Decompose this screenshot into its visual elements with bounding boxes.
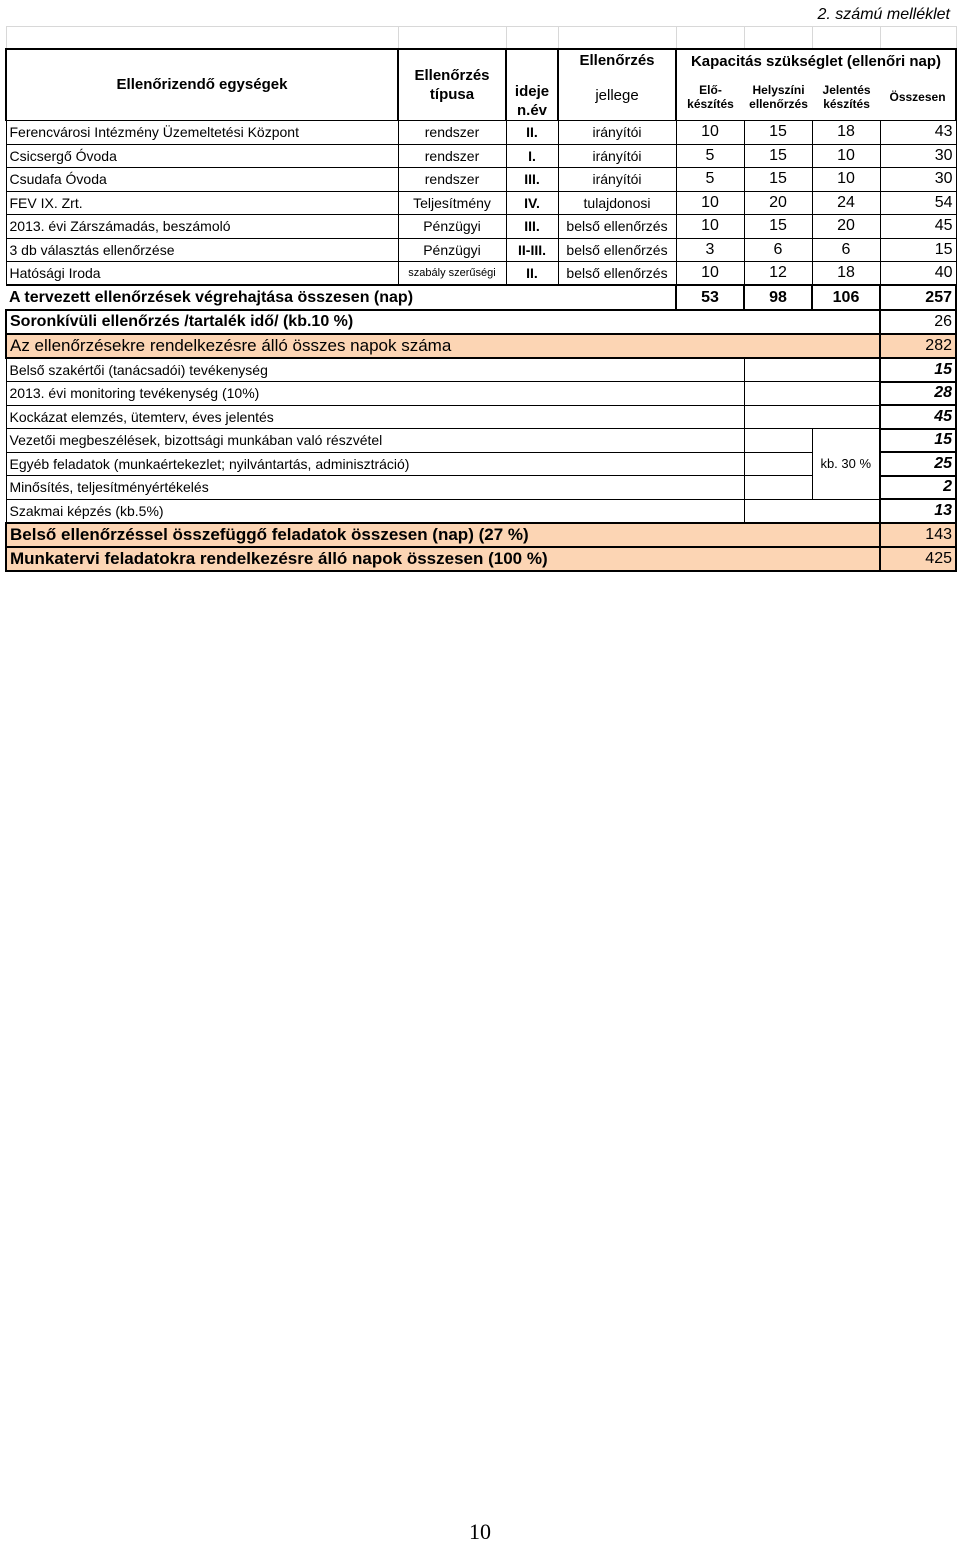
prep-cell: 5 xyxy=(676,168,744,192)
total-cell: 45 xyxy=(880,215,956,239)
nature-cell: belső ellenőrzés xyxy=(558,262,676,286)
period-cell: II. xyxy=(506,262,558,286)
internal-total-total: 143 xyxy=(880,523,956,547)
onsite-cell: 15 xyxy=(744,144,812,168)
report-cell: 10 xyxy=(812,144,880,168)
unit-cell: Csicsergő Óvoda xyxy=(6,144,398,168)
report-cell: 18 xyxy=(812,262,880,286)
planned-total-report: 106 xyxy=(812,285,880,310)
type-cell: rendszer xyxy=(398,168,506,192)
task-label: Belső szakértői (tanácsadói) tevékenység xyxy=(6,358,744,382)
unit-cell: 2013. évi Zárszámadás, beszámoló xyxy=(6,215,398,239)
task-label: Kockázat elemzés, ütemterv, éves jelentés xyxy=(6,405,744,429)
table-row xyxy=(6,121,956,145)
task-total: 45 xyxy=(880,405,956,429)
task-gap xyxy=(744,499,812,523)
period-cell: I. xyxy=(506,144,558,168)
task-total: 13 xyxy=(880,499,956,523)
report-cell: 24 xyxy=(812,191,880,215)
table-row xyxy=(6,168,956,192)
prep-cell: 10 xyxy=(676,121,744,145)
extra-label: Soronkívüli ellenőrzés /tartalék idő/ (kb.10 %) xyxy=(6,310,880,334)
prep-cell: 10 xyxy=(676,191,744,215)
task-row xyxy=(6,382,956,406)
task-row xyxy=(6,499,956,523)
task-row xyxy=(6,405,956,429)
type-cell: rendszer xyxy=(398,121,506,145)
type-cell: szabály szerűségi xyxy=(398,262,506,286)
prep-cell: 10 xyxy=(676,262,744,286)
header-prep: Elő-készítés xyxy=(687,82,734,111)
prep-cell: 10 xyxy=(676,215,744,239)
header-unit: Ellenőrizendő egységek xyxy=(6,49,398,121)
task-gap xyxy=(744,476,812,500)
header-total: Összesen xyxy=(889,89,946,104)
header-type: Ellenőrzés típusa xyxy=(398,49,506,121)
type-cell: Teljesítmény xyxy=(398,191,506,215)
period-cell: II-III. xyxy=(506,238,558,262)
task-total: 15 xyxy=(880,358,956,382)
unit-cell: FEV IX. Zrt. xyxy=(6,191,398,215)
period-cell: III. xyxy=(506,215,558,239)
header-row xyxy=(6,49,956,121)
period-cell: IV. xyxy=(506,191,558,215)
approx-label: kb. 30 % xyxy=(812,429,880,500)
task-spacer xyxy=(812,382,880,406)
total-cell: 15 xyxy=(880,238,956,262)
period-cell: III. xyxy=(506,168,558,192)
prep-cell: 5 xyxy=(676,144,744,168)
available-total: 282 xyxy=(880,334,956,358)
task-gap xyxy=(744,429,812,453)
report-cell: 20 xyxy=(812,215,880,239)
unit-cell: Csudafa Óvoda xyxy=(6,168,398,192)
onsite-cell: 15 xyxy=(744,215,812,239)
unit-cell: Hatósági Iroda xyxy=(6,262,398,286)
report-cell: 10 xyxy=(812,168,880,192)
total-cell: 43 xyxy=(880,121,956,145)
task-spacer xyxy=(812,405,880,429)
header-period: ideje n.év xyxy=(506,49,558,121)
header-report: Jelentés készítés xyxy=(822,82,871,111)
header-capacity xyxy=(676,49,956,121)
table-row xyxy=(6,215,956,239)
total-cell: 40 xyxy=(880,262,956,286)
header-nature xyxy=(558,49,676,121)
task-total: 28 xyxy=(880,382,956,406)
task-total: 15 xyxy=(880,429,956,453)
available-label: Az ellenőrzésekre rendelkezésre álló összes napok száma xyxy=(6,334,880,358)
header-spacer-row xyxy=(6,27,956,49)
total-cell: 30 xyxy=(880,168,956,192)
planned-total-prep: 53 xyxy=(676,285,744,310)
period-cell: II. xyxy=(506,121,558,145)
header-capacity-label: Kapacitás szükséglet (ellenőri nap) xyxy=(690,52,942,70)
extra-row xyxy=(6,310,956,334)
nature-cell: belső ellenőrzés xyxy=(558,238,676,262)
nature-cell: tulajdonosi xyxy=(558,191,676,215)
extra-total: 26 xyxy=(880,310,956,334)
table-row xyxy=(6,191,956,215)
unit-cell: Ferencvárosi Intézmény Üzemeltetési Központ xyxy=(6,121,398,145)
header-group: Ellenőrzés xyxy=(579,51,655,69)
task-label: 2013. évi monitoring tevékenység (10%) xyxy=(6,382,744,406)
nature-cell: irányítói xyxy=(558,168,676,192)
task-label: Vezetői megbeszélések, bizottsági munkában való részvétel xyxy=(6,429,744,453)
onsite-cell: 12 xyxy=(744,262,812,286)
task-spacer xyxy=(812,358,880,382)
total-cell: 30 xyxy=(880,144,956,168)
task-gap xyxy=(744,358,812,382)
header-onsite: Helyszíni ellenőrzés xyxy=(749,82,808,111)
internal-total-row xyxy=(6,523,956,547)
table-row xyxy=(6,144,956,168)
nature-cell: irányítói xyxy=(558,121,676,145)
onsite-cell: 15 xyxy=(744,168,812,192)
available-row xyxy=(6,334,956,358)
task-gap xyxy=(744,452,812,476)
task-row xyxy=(6,358,956,382)
type-cell: Pénzügyi xyxy=(398,215,506,239)
internal-total-label: Belső ellenőrzéssel összefüggő feladatok összesen (nap) (27 %) xyxy=(6,523,880,547)
prep-cell: 3 xyxy=(676,238,744,262)
work-total-label: Munkatervi feladatokra rendelkezésre álló napok összesen (100 %) xyxy=(6,547,880,571)
task-gap xyxy=(744,405,812,429)
total-cell: 54 xyxy=(880,191,956,215)
unit-cell: 3 db választás ellenőrzése xyxy=(6,238,398,262)
table-row xyxy=(6,238,956,262)
onsite-cell: 20 xyxy=(744,191,812,215)
task-total: 2 xyxy=(880,476,956,500)
planned-total-row xyxy=(6,285,956,310)
planned-total-total: 257 xyxy=(880,285,956,310)
planned-total-label: A tervezett ellenőrzések végrehajtása összesen (nap) xyxy=(6,285,676,310)
page-number: 10 xyxy=(469,1519,491,1544)
task-gap xyxy=(744,382,812,406)
planned-total-onsite: 98 xyxy=(744,285,812,310)
task-total: 25 xyxy=(880,452,956,476)
task-label: Szakmai képzés (kb.5%) xyxy=(6,499,744,523)
onsite-cell: 6 xyxy=(744,238,812,262)
type-cell: Pénzügyi xyxy=(398,238,506,262)
onsite-cell: 15 xyxy=(744,121,812,145)
work-total-row xyxy=(6,547,956,571)
nature-cell: irányítói xyxy=(558,144,676,168)
task-row xyxy=(6,429,956,453)
task-spacer xyxy=(812,499,880,523)
table-row xyxy=(6,262,956,286)
task-label: Minősítés, teljesítményértékelés xyxy=(6,476,744,500)
annex-title: 2. számú melléklet xyxy=(817,6,950,23)
nature-cell: belső ellenőrzés xyxy=(558,215,676,239)
report-cell: 6 xyxy=(812,238,880,262)
report-cell: 18 xyxy=(812,121,880,145)
header-nature-label: jellege xyxy=(595,86,639,104)
task-label: Egyéb feladatok (munkaértekezlet; nyilvántartás, adminisztráció) xyxy=(6,452,744,476)
audit-plan-table xyxy=(5,26,957,572)
work-total-total: 425 xyxy=(880,547,956,571)
type-cell: rendszer xyxy=(398,144,506,168)
